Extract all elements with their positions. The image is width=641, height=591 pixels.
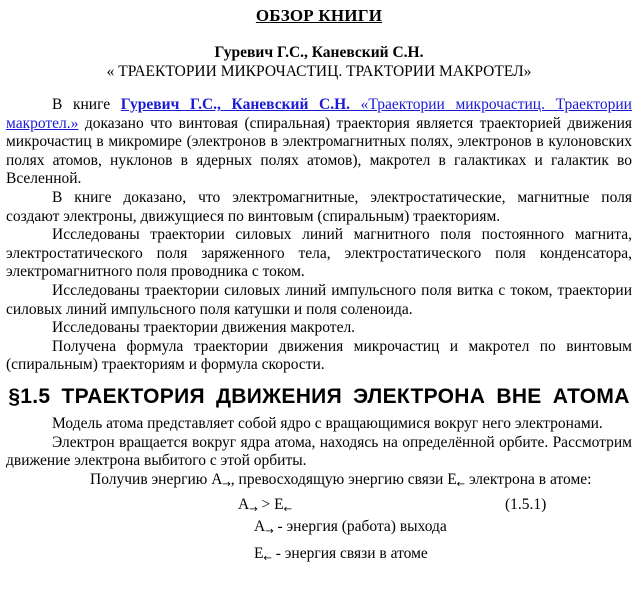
formula-gt: > <box>257 496 275 514</box>
arrow-right-icon: → <box>222 478 231 490</box>
formula-e: Е <box>274 496 284 514</box>
electron-text: электрона в атоме: <box>465 470 592 488</box>
review-paragraph-6: Получена формула траектории движения микрочастиц и макротел по винтовым (спиральным) траекториям и формула скорости. <box>6 337 632 374</box>
formula-expression <box>238 496 292 515</box>
def-e-text: - энергия связи в атоме <box>271 545 428 563</box>
arrow-right-icon: → <box>265 526 274 538</box>
review-paragraph-3: Исследованы траектории силовых линий магнитного поля постоянного магнита, электростатического поля заряженного тела, электростатического поля конденсатора, электромагнитного поля проводника с током. <box>6 226 632 281</box>
formula-1-5-1 <box>6 494 632 516</box>
review-paragraph-2: В книге доказано, что электромагнитные, электростатические, магнитные поля создают электроны, движущиеся по винтовым (спиральным) траекториям. <box>6 188 632 225</box>
formula-number: (1.5.1) <box>505 496 547 514</box>
review-paragraph-4: Исследованы траектории силовых линий импульсного поля витка с током, траектории силовых линий импульсного поля катушки и поля соленоида. <box>6 281 632 318</box>
definition-a <box>6 516 632 543</box>
book-link-title: «Траектории микрочастиц. Траектории макротел.» <box>6 96 632 132</box>
review-paragraph-1 <box>6 96 632 189</box>
review-text-prefix: В книге <box>52 96 121 113</box>
document-page <box>6 6 632 570</box>
formula-a: А <box>238 496 250 514</box>
binding-energy-text: , превосходящую энергию связи Е <box>230 470 457 488</box>
section-paragraph-2: Электрон вращается вокруг ядра атома, находясь на определённой орбите. Рассмотрим движение электрона выбитого с этой орбиты. <box>6 433 632 470</box>
def-a-text: - энергия (работа) выхода <box>273 518 447 536</box>
arrow-right-icon: → <box>249 504 258 516</box>
arrow-left-icon: ← <box>283 504 292 516</box>
definition-e <box>6 543 632 570</box>
page-title: ОБЗОР КНИГИ <box>255 6 383 25</box>
book-title: « ТРАЕКТОРИИ МИКРОЧАСТИЦ. ТРАКТОРИИ МАКРОТЕЛ» <box>106 63 532 80</box>
book-authors: Гуревич Г.С., Каневский С.Н. <box>214 44 424 61</box>
energy-a-label: Получив энергию А <box>90 470 223 488</box>
section-paragraph-3 <box>6 471 632 495</box>
def-e-symbol: Е <box>254 545 264 563</box>
arrow-left-icon: ← <box>263 553 272 565</box>
arrow-left-icon: ← <box>456 478 466 490</box>
review-text-rest: доказано что винтовая (спиральная) траектория является траекторией движения микрочастиц в микромире (электронов в электромагнитных полях, электронов в кулоновских полях атомов, нуклонов в ядерных полях атомов), макротел в галактиках и галактик во Вселенной. <box>6 114 632 188</box>
def-a-symbol: А <box>254 518 266 536</box>
section-heading: §1.5 ТРАЕКТОРИЯ ДВИЖЕНИЯ ЭЛЕКТРОНА ВНЕ АТОМА <box>8 384 630 408</box>
review-paragraph-5: Исследованы траектории движения макротел. <box>52 319 356 337</box>
book-link-authors: Гуревич Г.С., Каневский С.Н. <box>120 96 351 113</box>
section-paragraph-1: Модель атома представляет собой ядро с вращающимися вокруг него электронами. <box>52 414 603 432</box>
